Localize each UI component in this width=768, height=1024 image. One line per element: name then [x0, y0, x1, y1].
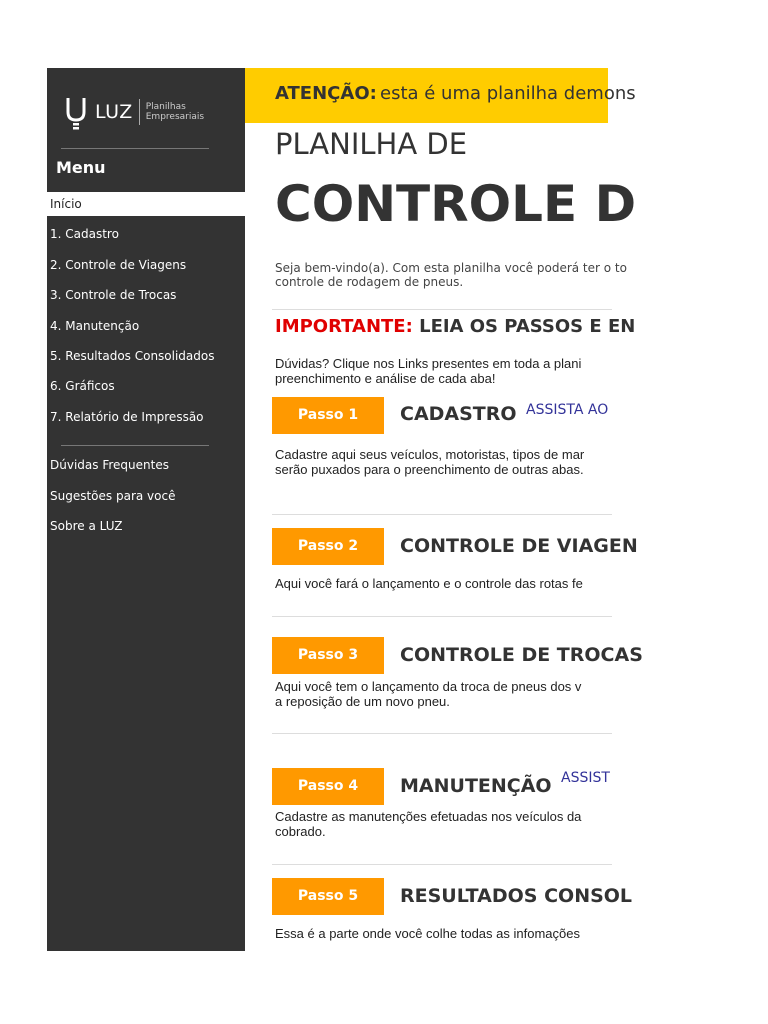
- brand-subtitle-line2: Empresariais: [145, 112, 205, 122]
- step-1-assist-link[interactable]: ASSISTA AO: [526, 402, 609, 418]
- divider: [272, 864, 612, 865]
- important-label: IMPORTANTE:: [275, 316, 413, 337]
- page-title-line2: CONTROLE D: [275, 175, 637, 233]
- brand-name: LUZ: [95, 101, 133, 123]
- doubts-line1: Dúvidas? Clique nos Links presentes em toda a plani: [275, 356, 582, 371]
- step-2-badge[interactable]: Passo 2: [272, 528, 384, 565]
- page-title-line1: PLANILHA DE: [275, 127, 468, 161]
- step-5-desc-line1: Essa é a parte onde você colhe todas as infomações: [275, 926, 580, 941]
- step-3-title: CONTROLE DE TROCAS: [400, 644, 643, 666]
- sidebar-divider: [61, 148, 209, 149]
- important-text: LEIA OS PASSOS E EN: [419, 316, 636, 337]
- sidebar-item-controle-viagens[interactable]: 2. Controle de Viagens: [50, 258, 187, 272]
- step-4-desc-line1: Cadastre as manutenções efetuadas nos veículos da: [275, 809, 582, 824]
- divider: [272, 309, 612, 310]
- step-1-badge[interactable]: Passo 1: [272, 397, 384, 434]
- step-5-badge[interactable]: Passo 5: [272, 878, 384, 915]
- sidebar-item-inicio[interactable]: Início: [47, 192, 245, 216]
- step-1-desc-line1: Cadastre aqui seus veículos, motoristas, tipos de mar: [275, 447, 585, 462]
- sidebar-item-manutencao[interactable]: 4. Manutenção: [50, 319, 140, 333]
- sidebar-item-resultados[interactable]: 5. Resultados Consolidados: [50, 349, 215, 363]
- step-4-badge[interactable]: Passo 4: [272, 768, 384, 805]
- brand-subtitle: [146, 102, 204, 122]
- sidebar: [47, 68, 245, 951]
- step-1-desc-line2: serão puxados para o preenchimento de outras abas.: [275, 462, 584, 477]
- step-5-description: [275, 926, 580, 941]
- sidebar-item-sugestoes[interactable]: Sugestões para você: [50, 489, 176, 503]
- main-content: [245, 123, 643, 951]
- step-5-title: RESULTADOS CONSOL: [400, 885, 633, 907]
- sidebar-item-controle-trocas[interactable]: 3. Controle de Trocas: [50, 288, 177, 302]
- logo-separator: [139, 99, 140, 125]
- sidebar-divider-2: [61, 445, 209, 446]
- divider: [272, 514, 612, 515]
- luz-logo[interactable]: [63, 92, 204, 132]
- attention-text: esta é uma planilha demons: [380, 83, 636, 104]
- step-2-desc-line1: Aqui você fará o lançamento e o controle das rotas fe: [275, 576, 583, 591]
- divider: [272, 616, 612, 617]
- step-3-desc-line1: Aqui você tem o lançamento da troca de pneus dos v: [275, 679, 582, 694]
- lightbulb-icon: [63, 92, 89, 132]
- step-4-assist-link[interactable]: ASSIST: [561, 770, 610, 786]
- step-4-title: MANUTENÇÃO: [400, 775, 552, 797]
- sidebar-item-graficos[interactable]: 6. Gráficos: [50, 379, 115, 393]
- step-4-description: [275, 809, 581, 839]
- sidebar-item-cadastro[interactable]: 1. Cadastro: [50, 227, 119, 241]
- step-3-desc-line2: a reposição de um novo pneu.: [275, 694, 450, 709]
- step-1-title: CADASTRO: [400, 403, 517, 425]
- step-2-title: CONTROLE DE VIAGEN: [400, 535, 638, 557]
- menu-title: Menu: [56, 158, 106, 177]
- doubts-text: [275, 356, 581, 386]
- attention-label: ATENÇÃO:: [275, 83, 377, 104]
- doubts-line2: preenchimento e análise de cada aba!: [275, 371, 496, 386]
- sidebar-item-sobre[interactable]: Sobre a LUZ: [50, 519, 123, 533]
- attention-banner: [245, 68, 636, 123]
- step-1-description: [275, 447, 584, 477]
- welcome-line2: controle de rodagem de pneus.: [275, 275, 464, 289]
- brand-subtitle-line1: Planilhas: [145, 102, 186, 112]
- welcome-text: [275, 261, 627, 289]
- sidebar-item-duvidas[interactable]: Dúvidas Frequentes: [50, 458, 169, 472]
- important-heading: [275, 316, 635, 337]
- step-3-badge[interactable]: Passo 3: [272, 637, 384, 674]
- sidebar-item-relatorio[interactable]: 7. Relatório de Impressão: [50, 410, 204, 424]
- divider: [272, 733, 612, 734]
- welcome-line1: Seja bem-vindo(a). Com esta planilha você poderá ter o to: [275, 261, 627, 275]
- step-2-description: [275, 576, 583, 591]
- step-3-description: [275, 679, 581, 709]
- step-4-desc-line2: cobrado.: [275, 824, 326, 839]
